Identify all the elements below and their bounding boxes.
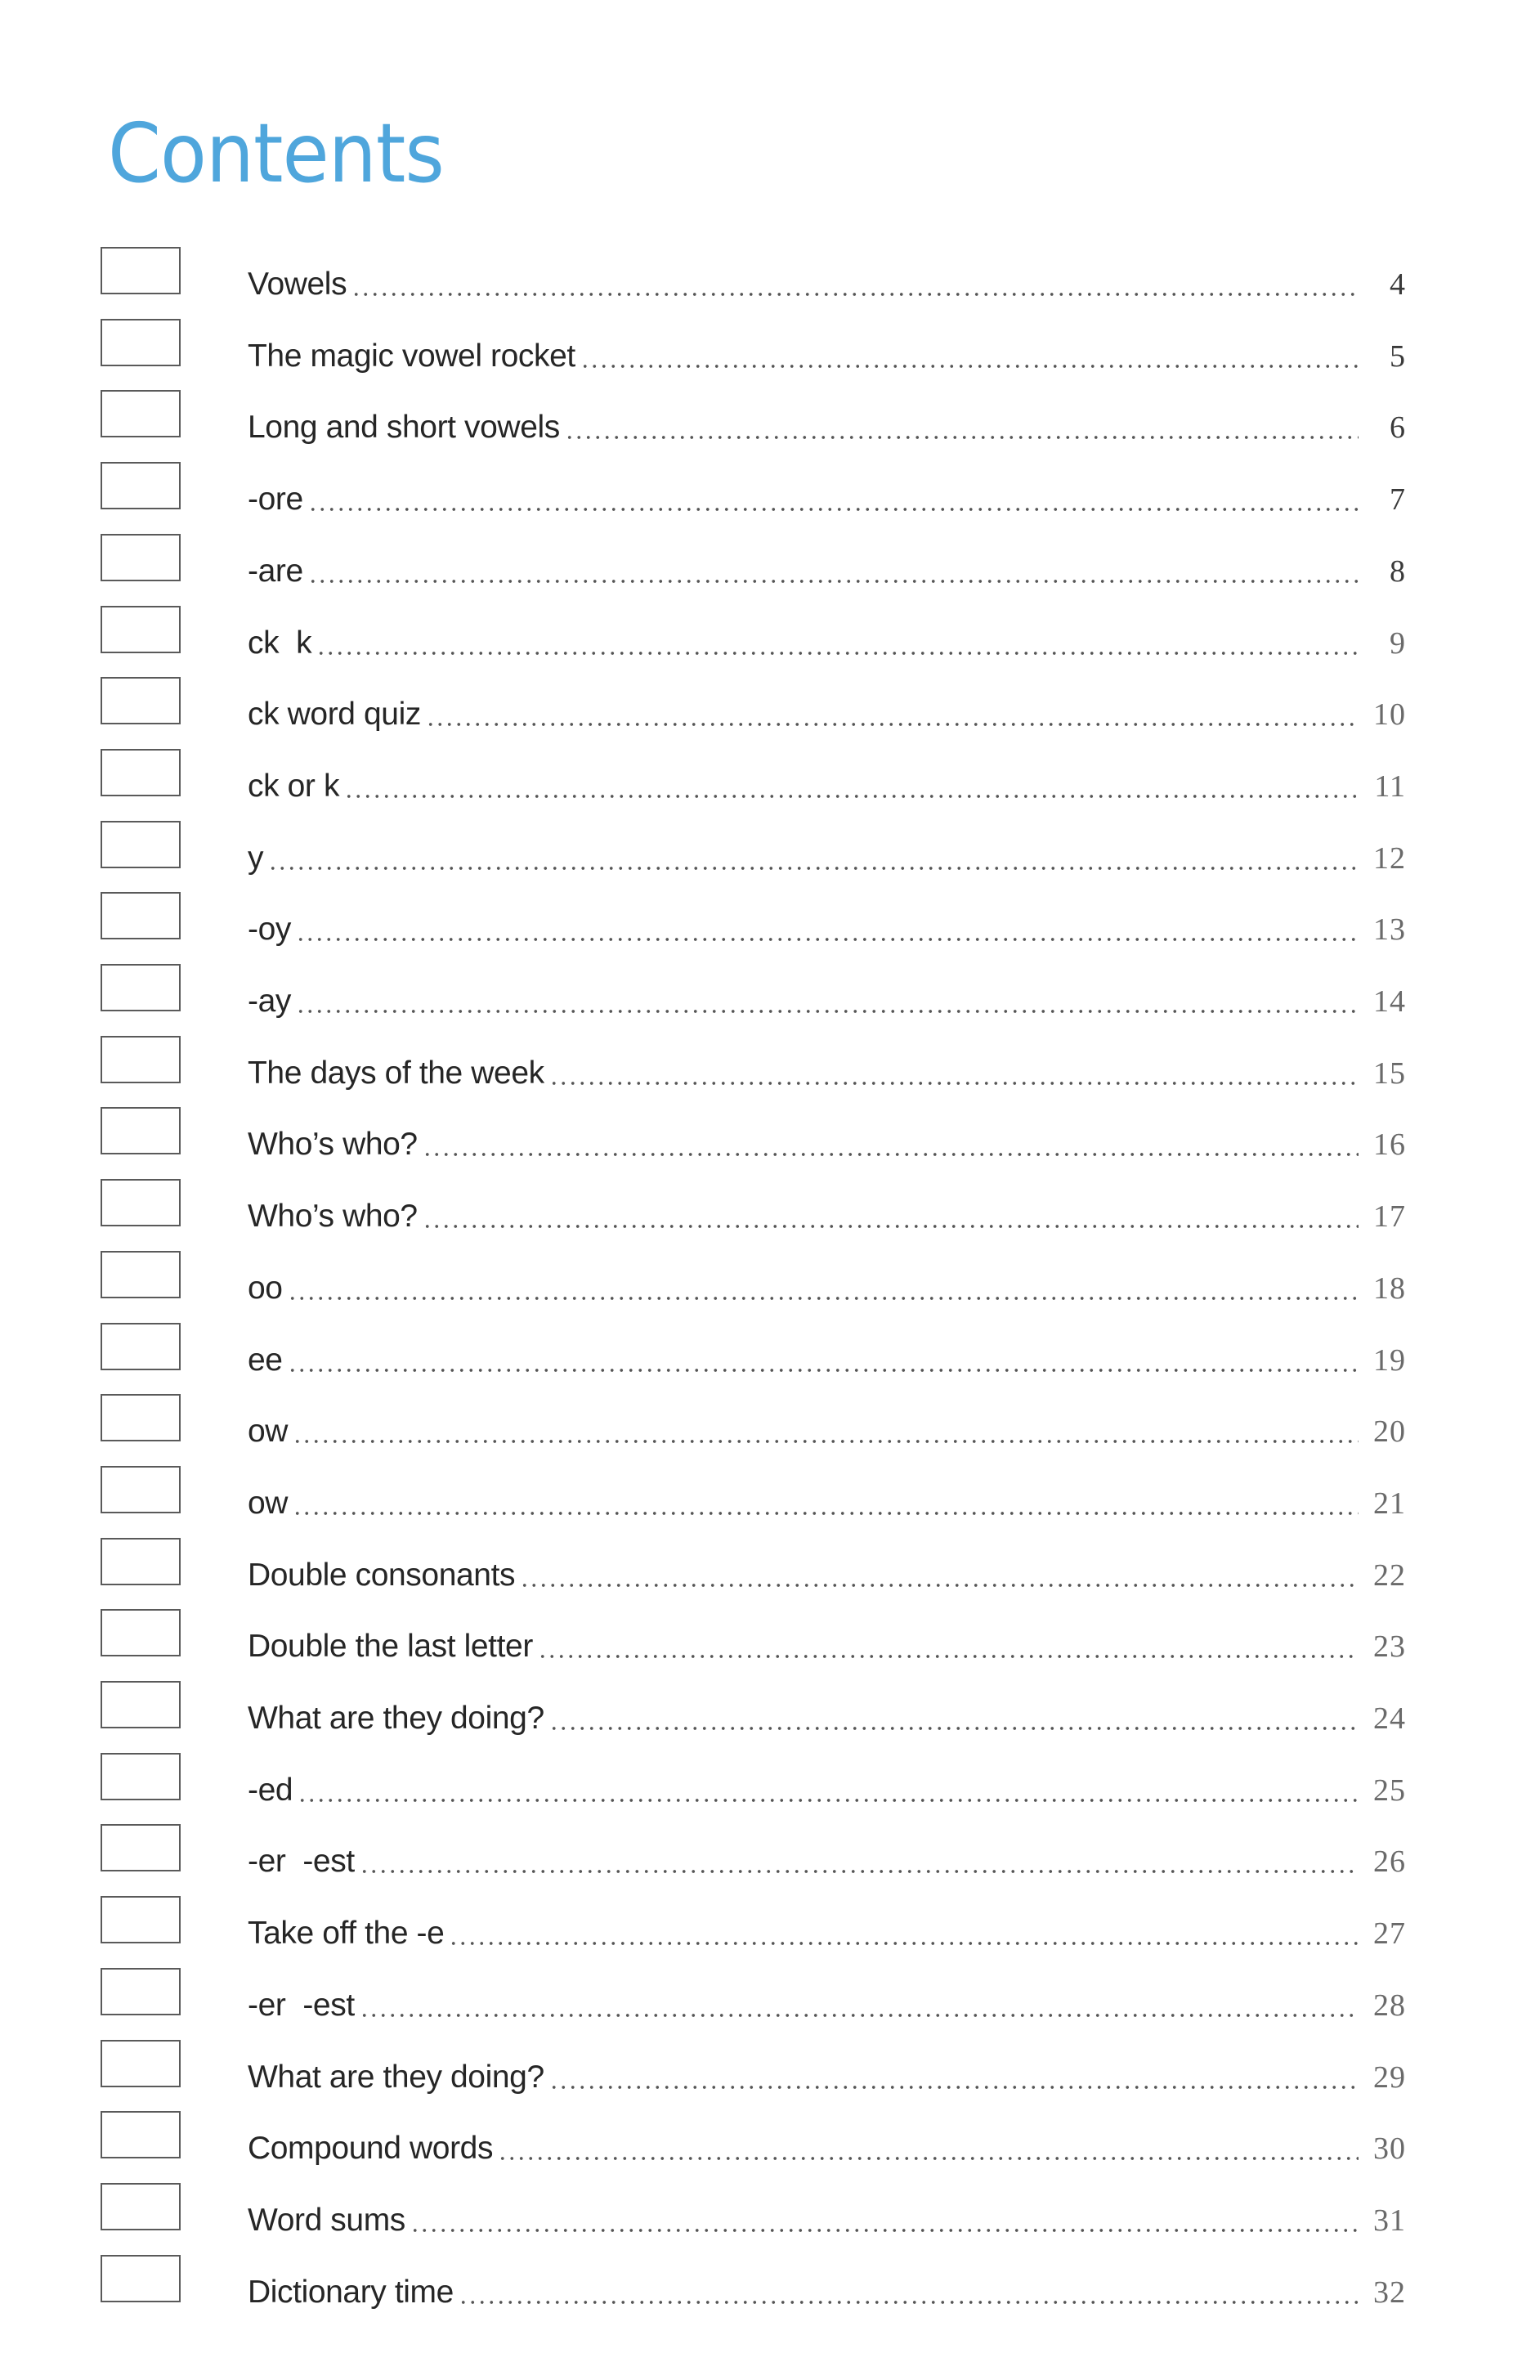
progress-checkbox[interactable]	[101, 1179, 181, 1226]
toc-row	[0, 677, 1540, 749]
page-title: Contents	[108, 105, 444, 201]
toc-row	[0, 2111, 1540, 2183]
toc-entry	[248, 2273, 1359, 2312]
progress-checkbox[interactable]	[101, 892, 181, 939]
progress-checkbox[interactable]	[101, 462, 181, 509]
toc-page-number: 14	[1373, 984, 1406, 1019]
toc-entry	[248, 1627, 1359, 1666]
toc-page-number: 7	[1390, 482, 1406, 518]
progress-checkbox[interactable]	[101, 1753, 181, 1800]
toc-entry	[248, 1054, 1359, 1093]
toc-entry-label: Long and short vowels	[248, 408, 563, 447]
toc-page-number: 23	[1373, 1629, 1406, 1665]
progress-checkbox[interactable]	[101, 319, 181, 366]
dot-leader	[423, 1152, 1359, 1157]
toc-row	[0, 749, 1540, 821]
toc-entry-label: -oy	[248, 910, 294, 949]
toc-entry	[248, 1986, 1359, 2025]
toc-entry	[248, 1914, 1359, 1953]
toc-row	[0, 1179, 1540, 1251]
toc-entry-label: What are they doing?	[248, 2058, 548, 2097]
dot-leader	[288, 1368, 1359, 1373]
progress-checkbox[interactable]	[101, 1824, 181, 1871]
progress-checkbox[interactable]	[101, 1466, 181, 1513]
toc-row	[0, 1323, 1540, 1395]
toc-page-number: 8	[1390, 554, 1406, 589]
toc-row	[0, 1394, 1540, 1466]
toc-page-number: 28	[1373, 1988, 1406, 2023]
toc-entry-label: Take off the -e	[248, 1914, 447, 1953]
progress-checkbox[interactable]	[101, 247, 181, 294]
toc-row	[0, 1609, 1540, 1681]
dot-leader	[288, 1296, 1359, 1301]
toc-row	[0, 892, 1540, 964]
toc-entry	[248, 982, 1359, 1021]
toc-row	[0, 2040, 1540, 2112]
toc-page-number: 5	[1390, 338, 1406, 374]
toc-entry	[248, 1125, 1359, 1164]
toc-entry-label: ow	[248, 1412, 291, 1451]
toc-row	[0, 1896, 1540, 1968]
toc-row	[0, 2183, 1540, 2255]
toc-entry-label: Word sums	[248, 2201, 409, 2240]
toc-page-number: 19	[1373, 1342, 1406, 1378]
toc-row	[0, 390, 1540, 462]
toc-entry-label: -ore	[248, 480, 307, 519]
toc-row	[0, 1538, 1540, 1610]
progress-checkbox[interactable]	[101, 2040, 181, 2087]
toc-entry-label: -are	[248, 552, 307, 591]
toc-entry-label: Vowels	[248, 265, 350, 304]
dot-leader	[296, 1009, 1359, 1014]
progress-checkbox[interactable]	[101, 1681, 181, 1728]
toc-page-number: 26	[1373, 1844, 1406, 1880]
progress-checkbox[interactable]	[101, 534, 181, 581]
toc-entry-label: -ed	[248, 1771, 296, 1810]
dot-leader	[580, 364, 1359, 369]
toc-page-number: 25	[1373, 1773, 1406, 1808]
toc-entry	[248, 1484, 1359, 1523]
toc-entry	[248, 910, 1359, 949]
toc-entry	[248, 337, 1359, 376]
toc-entry	[248, 839, 1359, 878]
progress-checkbox[interactable]	[101, 1036, 181, 1083]
toc-entry	[248, 695, 1359, 734]
progress-checkbox[interactable]	[101, 1107, 181, 1154]
toc-entry	[248, 2129, 1359, 2168]
toc-page-number: 21	[1373, 1486, 1406, 1521]
progress-checkbox[interactable]	[101, 821, 181, 868]
toc-entry	[248, 767, 1359, 806]
toc-entry	[248, 1842, 1359, 1881]
toc-row	[0, 1036, 1540, 1108]
toc-entry-label: ck k	[248, 624, 315, 663]
toc-entry-label: Who’s who?	[248, 1197, 421, 1236]
toc-entry	[248, 1699, 1359, 1738]
dot-leader	[449, 1941, 1359, 1946]
dot-leader	[549, 1726, 1359, 1731]
toc-entry-label: ck or k	[248, 767, 342, 806]
toc-entry-label: Compound words	[248, 2129, 496, 2168]
toc-entry	[248, 1341, 1359, 1380]
toc-row	[0, 319, 1540, 391]
dot-leader	[565, 435, 1359, 440]
toc-entry-label: The magic vowel rocket	[248, 337, 579, 376]
dot-leader	[351, 292, 1359, 297]
progress-checkbox[interactable]	[101, 2111, 181, 2158]
toc-entry	[248, 552, 1359, 591]
toc-row	[0, 462, 1540, 534]
toc-entry-label: oo	[248, 1269, 286, 1308]
dot-leader	[316, 651, 1359, 656]
dot-leader	[268, 866, 1359, 871]
toc-page-number: 27	[1373, 1916, 1406, 1952]
toc-row	[0, 534, 1540, 606]
dot-leader	[344, 794, 1359, 799]
toc-entry-label: Double the last letter	[248, 1627, 536, 1666]
dot-leader	[308, 579, 1359, 584]
progress-checkbox[interactable]	[101, 1251, 181, 1298]
toc-entry	[248, 1771, 1359, 1810]
dot-leader	[360, 2013, 1359, 2018]
progress-checkbox[interactable]	[101, 2183, 181, 2230]
toc-row	[0, 964, 1540, 1036]
toc-row	[0, 1107, 1540, 1179]
progress-checkbox[interactable]	[101, 677, 181, 724]
dot-leader	[549, 1081, 1359, 1086]
progress-checkbox[interactable]	[101, 1968, 181, 2015]
progress-checkbox[interactable]	[101, 964, 181, 1011]
toc-page-number: 13	[1373, 912, 1406, 948]
toc-row	[0, 821, 1540, 893]
progress-checkbox[interactable]	[101, 1609, 181, 1656]
toc-row	[0, 1968, 1540, 2040]
toc-page-number: 20	[1373, 1414, 1406, 1450]
progress-checkbox[interactable]	[101, 1896, 181, 1943]
dot-leader	[520, 1583, 1359, 1588]
toc-entry-label: -ay	[248, 982, 294, 1021]
toc-entry-label: The days of the week	[248, 1054, 548, 1093]
toc-page-number: 17	[1373, 1199, 1406, 1235]
toc-entry	[248, 1197, 1359, 1236]
progress-checkbox[interactable]	[101, 2255, 181, 2302]
dot-leader	[360, 1869, 1359, 1874]
toc-entry-label: Double consonants	[248, 1556, 518, 1595]
toc-page-number: 10	[1373, 697, 1406, 733]
progress-checkbox[interactable]	[101, 606, 181, 653]
toc-entry-label: -er -est	[248, 1986, 358, 2025]
toc-row	[0, 1753, 1540, 1825]
toc-page-number: 22	[1373, 1558, 1406, 1593]
toc-entry	[248, 2201, 1359, 2240]
dot-leader	[423, 1224, 1359, 1229]
dot-leader	[293, 1439, 1359, 1444]
toc-row	[0, 1824, 1540, 1896]
toc-entry-label: What are they doing?	[248, 1699, 548, 1738]
toc-row	[0, 247, 1540, 319]
toc-row	[0, 1466, 1540, 1538]
toc-entry	[248, 1412, 1359, 1451]
toc-page-number: 16	[1373, 1127, 1406, 1163]
toc-page-number: 30	[1373, 2131, 1406, 2167]
toc-entry	[248, 480, 1359, 519]
dot-leader	[549, 2085, 1359, 2090]
toc-page-number: 18	[1373, 1271, 1406, 1306]
toc-page-number: 4	[1390, 267, 1406, 302]
toc-page-number: 15	[1373, 1056, 1406, 1091]
toc-entry-label: -er -est	[248, 1842, 358, 1881]
progress-checkbox[interactable]	[101, 1394, 181, 1441]
progress-checkbox[interactable]	[101, 749, 181, 796]
toc-entry-label: Who’s who?	[248, 1125, 421, 1164]
toc-entry	[248, 2058, 1359, 2097]
toc-page-number: 11	[1374, 769, 1406, 804]
progress-checkbox[interactable]	[101, 1538, 181, 1585]
toc-entry	[248, 1269, 1359, 1308]
toc-entry-label: Dictionary time	[248, 2273, 457, 2312]
toc-entry-label: ow	[248, 1484, 291, 1523]
toc-entry-label: y	[248, 839, 266, 878]
toc-entry	[248, 1556, 1359, 1595]
dot-leader	[459, 2300, 1359, 2305]
toc-entry-label: ck word quiz	[248, 695, 424, 734]
toc-entry-label: ee	[248, 1341, 286, 1380]
toc-page-number: 31	[1373, 2203, 1406, 2238]
dot-leader	[498, 2156, 1359, 2161]
toc-row	[0, 1681, 1540, 1753]
toc-row	[0, 1251, 1540, 1323]
toc-page-number: 29	[1373, 2060, 1406, 2095]
dot-leader	[298, 1798, 1359, 1803]
toc-page-number: 9	[1390, 625, 1406, 661]
progress-checkbox[interactable]	[101, 390, 181, 437]
toc-entry	[248, 624, 1359, 663]
toc-page-number: 32	[1373, 2275, 1406, 2310]
dot-leader	[410, 2228, 1359, 2233]
toc-entry	[248, 408, 1359, 447]
dot-leader	[538, 1654, 1359, 1659]
dot-leader	[426, 722, 1359, 727]
toc-entry	[248, 265, 1359, 304]
toc-page-number: 6	[1390, 410, 1406, 446]
dot-leader	[308, 507, 1359, 512]
toc-row	[0, 606, 1540, 678]
dot-leader	[293, 1511, 1359, 1516]
toc-page-number: 12	[1373, 840, 1406, 876]
toc-row	[0, 2255, 1540, 2327]
progress-checkbox[interactable]	[101, 1323, 181, 1370]
dot-leader	[296, 937, 1359, 942]
toc-page-number: 24	[1373, 1701, 1406, 1736]
